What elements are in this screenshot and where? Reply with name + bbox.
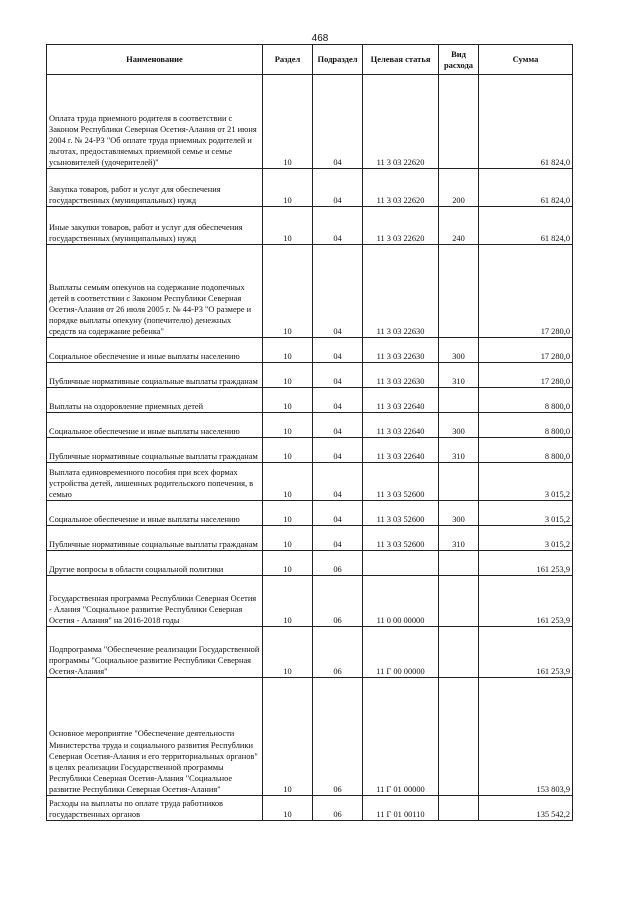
row-target-article: 11 3 03 52600 — [363, 526, 439, 551]
row-name: Социальное обеспечение и иные выплаты населению — [47, 413, 263, 438]
row-target-article: 11 3 03 22620 — [363, 169, 439, 207]
row-section: 10 — [263, 796, 313, 821]
row-section: 10 — [263, 245, 313, 338]
row-section: 10 — [263, 169, 313, 207]
row-name: Государственная программа Республики Северная Осетия - Алания "Социальное развитие Республики Северная Осетия - Алания" на 2016-2018 годы — [47, 576, 263, 627]
table-row — [47, 551, 573, 576]
row-expense-type: 240 — [439, 207, 479, 245]
row-subsection: 04 — [313, 338, 363, 363]
row-subsection: 06 — [313, 576, 363, 627]
row-expense-type — [439, 796, 479, 821]
column-header-target-article: Целевая статья — [363, 45, 439, 75]
row-name: Публичные нормативные социальные выплаты гражданам — [47, 526, 263, 551]
row-target-article: 11 3 03 52600 — [363, 501, 439, 526]
row-name: Закупка товаров, работ и услуг для обеспечения государственных (муниципальных) нужд — [47, 169, 263, 207]
row-expense-type — [439, 75, 479, 169]
column-header-subsection: Подраздел — [313, 45, 363, 75]
row-section: 10 — [263, 627, 313, 678]
row-section: 10 — [263, 75, 313, 169]
row-name: Оплата труда приемного родителя в соответствии с Законом Республики Северная Осетия-Алания от 21 июня 2004 г. № 24-РЗ "Об оплате труда приемных родителей и льготах, предоставляемых приемной семье и семье усыновителей (удочерителей)" — [47, 75, 263, 169]
budget-table — [46, 44, 573, 821]
row-subsection: 04 — [313, 463, 363, 501]
row-subsection: 04 — [313, 413, 363, 438]
row-expense-type: 300 — [439, 338, 479, 363]
row-expense-type — [439, 678, 479, 796]
table-row — [47, 576, 573, 627]
row-target-article: 11 0 00 00000 — [363, 576, 439, 627]
table-row — [47, 245, 573, 338]
row-name: Социальное обеспечение и иные выплаты населению — [47, 338, 263, 363]
row-sum: 8 800,0 — [479, 413, 573, 438]
table-row — [47, 627, 573, 678]
row-subsection: 06 — [313, 796, 363, 821]
row-target-article: 11 3 03 22620 — [363, 207, 439, 245]
row-subsection: 04 — [313, 75, 363, 169]
table-row — [47, 526, 573, 551]
row-expense-type: 310 — [439, 438, 479, 463]
row-section: 10 — [263, 438, 313, 463]
column-header-name: Наименование — [47, 45, 263, 75]
row-sum: 17 280,0 — [479, 245, 573, 338]
row-subsection: 04 — [313, 438, 363, 463]
row-section: 10 — [263, 576, 313, 627]
row-section: 10 — [263, 388, 313, 413]
row-sum: 61 824,0 — [479, 169, 573, 207]
table-row — [47, 363, 573, 388]
table-row — [47, 169, 573, 207]
row-target-article: 11 3 03 22640 — [363, 438, 439, 463]
row-subsection: 06 — [313, 627, 363, 678]
row-subsection: 04 — [313, 526, 363, 551]
table-row — [47, 501, 573, 526]
row-subsection: 04 — [313, 388, 363, 413]
row-name: Расходы на выплаты по оплате труда работников государственных органов — [47, 796, 263, 821]
row-subsection: 04 — [313, 363, 363, 388]
row-sum: 3 015,2 — [479, 463, 573, 501]
row-name: Публичные нормативные социальные выплаты гражданам — [47, 363, 263, 388]
row-name: Иные закупки товаров, работ и услуг для обеспечения государственных (муниципальных) нужд — [47, 207, 263, 245]
row-subsection: 06 — [313, 678, 363, 796]
row-section: 10 — [263, 413, 313, 438]
row-expense-type — [439, 576, 479, 627]
row-section: 10 — [263, 338, 313, 363]
table-header-row — [47, 45, 573, 75]
row-sum: 153 803,9 — [479, 678, 573, 796]
row-target-article: 11 3 03 22630 — [363, 245, 439, 338]
row-target-article: 11 3 03 52600 — [363, 463, 439, 501]
row-section: 10 — [263, 678, 313, 796]
table-row — [47, 338, 573, 363]
row-name: Подпрограмма "Обеспечение реализации Государственной программы "Социальное развитие Республики Северная Осетия-Алания" — [47, 627, 263, 678]
table-row — [47, 463, 573, 501]
row-section: 10 — [263, 526, 313, 551]
row-sum: 135 542,2 — [479, 796, 573, 821]
row-expense-type: 300 — [439, 501, 479, 526]
row-expense-type: 200 — [439, 169, 479, 207]
table-row — [47, 75, 573, 169]
row-sum: 8 800,0 — [479, 388, 573, 413]
row-target-article: 11 Г 00 00000 — [363, 627, 439, 678]
row-target-article: 11 3 03 22630 — [363, 363, 439, 388]
row-target-article: 11 3 03 22640 — [363, 388, 439, 413]
row-target-article: 11 3 03 22630 — [363, 338, 439, 363]
row-sum: 3 015,2 — [479, 501, 573, 526]
row-name: Выплата единовременного пособия при всех формах устройства детей, лишенных родительского попечения, в семью — [47, 463, 263, 501]
row-expense-type — [439, 627, 479, 678]
row-subsection: 04 — [313, 501, 363, 526]
row-expense-type: 300 — [439, 413, 479, 438]
row-name: Другие вопросы в области социальной политики — [47, 551, 263, 576]
row-sum: 161 253,9 — [479, 576, 573, 627]
row-section: 10 — [263, 207, 313, 245]
row-name: Выплаты на оздоровление приемных детей — [47, 388, 263, 413]
row-sum: 61 824,0 — [479, 75, 573, 169]
row-subsection: 06 — [313, 551, 363, 576]
row-sum: 3 015,2 — [479, 526, 573, 551]
table-row — [47, 438, 573, 463]
row-expense-type — [439, 245, 479, 338]
table-row — [47, 796, 573, 821]
row-expense-type: 310 — [439, 363, 479, 388]
row-sum: 8 800,0 — [479, 438, 573, 463]
row-target-article: 11 3 03 22620 — [363, 75, 439, 169]
page-number: 468 — [311, 33, 329, 44]
row-section: 10 — [263, 551, 313, 576]
row-name: Выплаты семьям опекунов на содержание подопечных детей в соответствии с Законом Республики Северная Осетия-Алания от 26 июля 2005 г. № 44-РЗ "О размере и порядке выплаты опекуну (попечителю) денежных средств на содержание ребенка" — [47, 245, 263, 338]
table-row — [47, 388, 573, 413]
row-name: Основное мероприятие "Обеспечение деятельности Министерства труда и социального развития Республики Северная Осетия-Алания и его территориальных органов" в целях реализации Государственной программы Республики Северная Осетия-Алания "Социальное развитие Республики Северная Осетия-Алания" — [47, 678, 263, 796]
table-row — [47, 207, 573, 245]
column-header-expense-type: Вид расхода — [439, 45, 479, 75]
row-target-article: 11 Г 01 00000 — [363, 678, 439, 796]
table-row — [47, 413, 573, 438]
column-header-sum: Сумма — [479, 45, 573, 75]
table-row — [47, 678, 573, 796]
row-section: 10 — [263, 463, 313, 501]
row-name: Публичные нормативные социальные выплаты гражданам — [47, 438, 263, 463]
row-expense-type — [439, 463, 479, 501]
row-target-article: 11 Г 01 00110 — [363, 796, 439, 821]
column-header-section: Раздел — [263, 45, 313, 75]
row-sum: 61 824,0 — [479, 207, 573, 245]
row-sum: 161 253,9 — [479, 551, 573, 576]
row-target-article: 11 3 03 22640 — [363, 413, 439, 438]
row-expense-type — [439, 551, 479, 576]
row-sum: 17 280,0 — [479, 363, 573, 388]
row-subsection: 04 — [313, 207, 363, 245]
row-sum: 161 253,9 — [479, 627, 573, 678]
row-expense-type: 310 — [439, 526, 479, 551]
row-section: 10 — [263, 501, 313, 526]
row-sum: 17 280,0 — [479, 338, 573, 363]
row-target-article — [363, 551, 439, 576]
row-section: 10 — [263, 363, 313, 388]
row-expense-type — [439, 388, 479, 413]
row-subsection: 04 — [313, 245, 363, 338]
row-subsection: 04 — [313, 169, 363, 207]
row-name: Социальное обеспечение и иные выплаты населению — [47, 501, 263, 526]
